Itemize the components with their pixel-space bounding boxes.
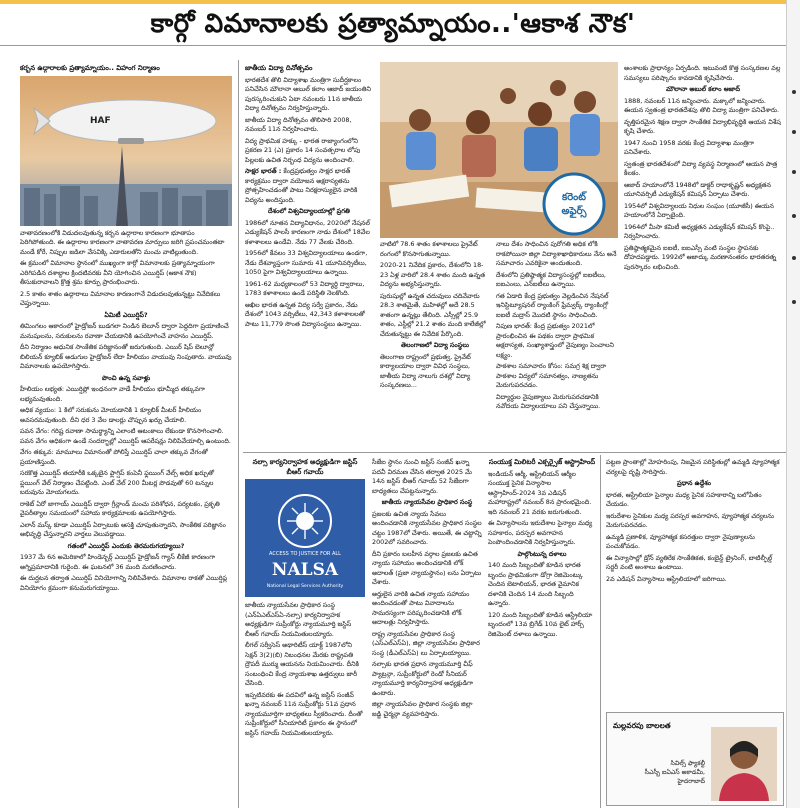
left-paragraph-8: పవన వేగం: గరిష్ట రవాణా సామర్థ్యాన్ని ఎలాంటి ఆటంకాలు లేకుండా కొనసాగించాలి. పవన వేగం అధికంగా ఉండే సందర్భాల్లో ఎయిర్షిప్ ఆపరేషన్లు నిలిపివేయాల్సి ఉంటుంది. (20, 427, 231, 445)
education-day-article (245, 64, 373, 450)
colc-paragraph-4: నిపుణ భారత్: కేంద్ర ప్రభుత్వం 2021లో ప్రారంభించిన ఈ పథకం ద్వారా ప్రాథమిక అక్షరాస్యత, సంఖ్యాశాస్త్రంలో నైపుణ్యం పెంచాలని లక్ష్యం. (496, 322, 614, 359)
azad-article (624, 64, 782, 450)
left-paragraph-2: ఈ క్రమంలో విమానాల స్థానంలో ముఖ్యంగా కార్గో విమానాలకు ప్రత్యామ్నాయంగా ఎరిగిపడిన దశాబ్దాల క్రిందటివరకు వీని యోగించిన ఎయిర్షిప్ (ఆకాశ నౌక) తీసుకురావాలని క్రొత్త శ్రమ కూర్పు ప్రారంభించారు. (20, 259, 215, 286)
badge-line-2: అఫైర్స్ (561, 206, 587, 217)
exercise-paragraph-1: ఇండియన్ ఆర్మీ, ఆస్ట్రేలియన్ ఆర్మీల సంయుక్త సైనిక విన్యాసాల ఆస్ట్రాహింద్-2024 3వ ఎడిషన్ మహారాష్ట్రలో నవంబర్ 8న ప్రారంభమైంది. ఇది నవంబర్ 21 వరకు జరుగుతుంది. (488, 469, 592, 516)
nalsa2-paragraph-1: సీజేఐ స్థానం నుంచి జస్టిస్ సంజీవ్ ఖన్నా పదవీ విరమణ చేసిన తర్వాత 2025 మే 14న జస్టిస్ బీఆర్ గవాయ్ 52 సీజేఐగా బాధ్యతలు చేపట్టనున్నారు. (372, 458, 472, 495)
exercise-paragraph-4: 120 మంది సిబ్బందితో కూడిన ఆస్ట్రేలియా బృందంలో 13వ బ్రిగేడ్ 10వ లైట్ హార్స్ రెజిమెంట్ దళాలు ఉన్నాయి. (488, 610, 593, 638)
author-name: మల్లవరపు బాలలత (613, 721, 671, 730)
adjacent-column-strip (786, 0, 800, 808)
austrahind-continued (606, 458, 782, 708)
saakshar-heading: సాక్షర భారత్ : (245, 167, 282, 175)
exercise-heading: సంయుక్త మిలిటరీ ఎక్సర్సైజ్ ఆస్ట్రాహింద్ (488, 458, 596, 466)
left-paragraph-13: 1937 మే 6న అమెరికాలో హిండెన్బర్గ్ ఎయిర్షిప్ హైడ్రోజన్ గ్యాస్ లీకేజీ కారణంగా అగ్నిప్రమాదానికి గురైంది. ఈ ఘటనలో 36 మంది మరణించారు. (20, 553, 216, 571)
azad-item-5: ఆజాద్ హయాంలోనే 1948లో డాక్టర్ రాధాకృష్ణన్ అధ్యక్షతన యూనివర్సిటీ ఎడ్యుకేషన్ కమిషన్ ఏర్పాటు చేశారు. (624, 180, 771, 198)
current-affairs-badge (544, 174, 604, 234)
stats-continued: వాటిలో 78.6 శాతం కళాశాలలు ప్రైవేట్ రంగంలో కొనసాగుతున్నాయి. (380, 240, 478, 258)
author-details (613, 759, 705, 786)
telangana-box-text: తెలంగాణ రాష్ట్రంలో ప్రభుత్వ, ప్రైవేట్ కార్యాలయాల ద్వారా వివిధ సంస్థలు, జాతీయ విద్యా నాలుగు దశల్లో విద్యా సంస్కరణలు... (380, 352, 471, 389)
telangana-box-heading: తెలంగాణలో విద్యా సంస్థలు (400, 341, 469, 349)
azad-intro: అంశాలకు ప్రాధాన్యం ఏర్పడింది. ఇటువంటి కొత్త సంస్కరణల వల్ల సమస్యలు పరిష్కారం కావడానికి కృషిచేసారు. (624, 64, 781, 82)
left-paragraph-14: ఈ దుర్ఘటన తర్వాత ఎయిర్షిప్ వినియోగాన్ని నిలిపివేశారు. విమానాల రాకతో ఎయిర్షిప్ల వినియోగం క్రమంగా కనుమరుగయ్యాయి. (20, 574, 228, 592)
left-subheading-3: గతంలో ఎయిర్షిప్ ఎందుకు తెరమరుగయ్యాయి? (67, 541, 185, 550)
nalsa2-item-3: అర్హులైన వారికి ఉచిత న్యాయ సహాయం అందించడంతో పాటు వివాదాలను సామరస్యంగా పరిష్కరించడానికి లోక్ అదాలత్లు నిర్వహిస్తారు. (372, 589, 470, 626)
education-heading: జాతీయ విద్యా దినోత్సవం (245, 64, 313, 72)
education-item-3: విద్య ప్రాథమిక హక్కు - భారత రాజ్యాంగంలోని ప్రకరణ 21 (ఎ) ప్రకారం 14 సంవత్సరాల లోపు పిల్లలకు ఉచిత నిర్బంధ విద్యను అందించాలి. (245, 136, 361, 164)
author-org: సీఎస్బీ ఐఏఎస్ అకాడమీ, (644, 769, 705, 776)
left-paragraph-12: ఎలాన్ మస్క్ కూడా ఎయిర్షిప్ ఏర్పాటుకు ఆసక్తి చూపుతున్నారని, సాంకేతిక పరిజ్ఞానం అభివృద్ధి చేస్తున్నారని వార్తలు వెలువడ్డాయి. (20, 520, 226, 538)
saakshar-text: కేంద్రప్రభుత్వం సాక్షర భారత్ కార్యక్రమం ద్వారా వయోజన అక్షరాస్యతను ప్రోత్సహించడంతో పాటు నిరక్షరాస్యులైన వారికి విద్యను అందిస్తుంది. (245, 167, 358, 204)
left-paragraph-3: 2.5 కాతం శాతం ఉద్గారాలు విమానాల కారణంగానే విడుదలవుతున్నట్టు నివేదికలు చెప్తున్నాయి. (20, 289, 221, 307)
left-column-article (20, 64, 232, 804)
left-paragraph-6: హీలియం లభ్యత: ఎయిర్షిప్లో ఇంధనంగా వాడే హీలియం భూమ్మీద తక్కువగా లభ్యమవుతుంది. (20, 385, 205, 403)
education-item-2: జాతీయ విద్యా దినోత్సవం తొలిసారి 2008, నవంబర్ 11న నిర్వహించారు. (245, 115, 352, 133)
stat2-item-2: పురుషుల్లో ఉన్నత చదువులు చదివేవారు 28.3 శాతమైతే, మహిళల్లో అదే 28.5 శాతంగా ఉన్నట్లు తేలింది. ఎస్సీల్లో 25.9 శాతం, ఎస్టీల్లో 21.2 శాతం మంది కాలేజీల్లో చేరుతున్నట్టు ఈ నివేదిక పేర్కొంది. (380, 291, 486, 338)
nalsa-logo (245, 479, 365, 597)
nalsa2-subheading: జాతీయ న్యాయసేవల ప్రాధికార సంస్థ (381, 498, 473, 506)
airship-photo (20, 76, 232, 226)
exercise-subheading: పాల్గొంటున్న దళాలు (517, 549, 567, 558)
austrahind-article (488, 458, 596, 804)
exercise-paragraph-3: 140 మంది సిబ్బందితో కూడిన భారత బృందం ప్రాథమికంగా డోగ్రా రెజిమెంట్కు చెందిన బెటాలియన్, భారత వైమానిక దళానికి చెందిన 14 మంది సిబ్బంది ఉన్నారు. (488, 561, 583, 607)
left-paragraph-5: దీని నిర్మాణం ఆధునిక సాంకేతిక పరిజ్ఞానంతో జరుగుతుంది. ఎయిర్ షిప్ బెలూన్లో బిలియన్ క్యూబిక్ అడుగుల హైడ్రోజన్ లేదా హీలియం వాయువు నింపుతారు. వాయువు విమానాలకు ఉపయోగిస్తారు. (20, 343, 232, 370)
page-title: కార్గో విమానాలకు ప్రత్యామ్నాయం..'ఆకాశ నౌక' (150, 9, 636, 39)
colc-paragraph-5: పాఠశాల సమాచారం కోసం: సమగ్ర శిక్ష ద్వారా పాఠశాల విద్యలో సమానత్వం, నాణ్యతను మెరుగుపరచడం. (496, 362, 607, 389)
azad-item-3: 1947 నుంచి 1958 వరకు కేంద్ర విద్యాశాఖ మంత్రిగా పనిచేశారు. (624, 138, 754, 156)
col-e-paragraph-1: పట్టణ ప్రాంతాల్లో మోహరింపు, నిజమైన పరిస్థితుల్లో ఉమ్మడి వ్యూహాత్మక చర్యలపై దృష్టి సారిస్తారు. (606, 458, 780, 476)
nalsa-heading: నల్సా కార్యనిర్వాహక అధ్యక్షుడిగా జస్టిస్ బీఆర్ గవాయ్ (252, 458, 358, 476)
stat-item-3: 1961-62 మధ్యకాలంలో 53 విద్యార్థి ద్వారాలు, 1783 కళాశాలలు ఉండే పరిస్థితి నెలకొంది. (245, 279, 365, 297)
left-subheading-1: ఏమిటీ ఎయిర్షిప్? (104, 310, 148, 319)
nalsa2-item-6: జిల్లా న్యాయసేవల ప్రాధికార సంస్థకు జిల్లా జడ్జి చైర్మన్గా వ్యవహరిస్తారు. (372, 700, 473, 718)
col-e-subheading: ప్రధాన ఉద్దేశం (676, 479, 712, 487)
institutions-column (496, 240, 618, 450)
azad-item-1: 1888, నవంబర్ 11న జన్మించారు. మక్కాలో జన్మించారు. ఈయన స్వతంత్ర భారతదేశపు తొలి విద్యా మంత్రిగా పనిచేశారు. (624, 96, 780, 114)
column-divider-right (600, 455, 601, 808)
col-e-item-1: భారత, ఆస్ట్రేలియా సైన్యాల మధ్య సైనిక సహకారాన్ని బలోపేతం చేయడం. (606, 490, 762, 508)
author-box (606, 712, 784, 806)
logo-subtitle: National Legal Services Authority (266, 584, 344, 589)
nalsa2-item-4: రాష్ట్ర న్యాయసేవల ప్రాధికార సంస్థ (ఎస్ఎల్ఎస్ఏ), జిల్లా న్యాయసేవల ప్రాధికార సంస్థ (డీఎల్ఎస్ఏ) లు ఏర్పాటయ్యాయి. (372, 629, 480, 657)
azad-heading: మౌలానా అబుల్ కలాం ఆజాద్ (665, 85, 741, 93)
universities-stats-continued (380, 240, 490, 450)
azad-item-2: వృత్తిపరమైన శిక్షణ ద్వారా సాంకేతిక విద్యాభివృద్ధికి ఆయన విశేష కృషి చేశారు. (624, 117, 781, 135)
azad-item-4: స్వతంత్ర భారతదేశంలో విద్యా వ్యవస్థ నిర్మాణంలో ఆయన పాత్ర కీలకం. (624, 159, 778, 177)
col-e-item-5: 2వ ఎడిషన్ విన్యాసాలు ఆస్ట్రేలియాలో జరిగాయి. (606, 574, 727, 583)
azad-item-8: ప్రతిష్ఠాత్మకమైన ఐఐటీ, ఐఐఎస్సీ వంటి సంస్థల స్థాపనకు దోహదపడ్డారు. 1992లో ఆజాద్కు మరణానంతరం భారతరత్న పురస్కారం లభించింది. (624, 243, 777, 271)
universities-box-heading: దేశంలో విశ్వవిద్యాలయాల్లో ప్రగతి (268, 207, 350, 215)
left-paragraph-4: తిమింగలం ఆకారంలో హైడ్రోజన్ బుడగలా నిండిన బెలూన్ ద్వారా పెద్దదిగా ప్రయాణించే మనుషులను, సరుకులను రవాణా చేయడానికి ఉపయోగించే వాహనం ఎయిర్షిప్. (20, 322, 229, 340)
left-paragraph-7: అధిక వ్యయం: 1 కిలో సరుకును మోయడానికి 1 క్యూబిక్ మీటర్ హీలియం అవసరమవుతుంది. దీని ధర 3 వేల డాలర్లు చొప్పున ఖర్చు చేయాలి. (20, 406, 202, 424)
stat-item-2: 1956లో కేవలం 33 విశ్వవిద్యాలయాలు ఉండగా, నేడు దేశవ్యాప్తంగా సుమారు 41 యూనివర్సిటీలు, 1050 పైగా విశ్వవిద్యాలయాలు ఉన్నాయి. (245, 249, 368, 276)
airship-tail-label: HAF (90, 115, 111, 126)
column-divider-left (238, 60, 239, 808)
left-paragraph-9: వేగం తక్కువ: మామూలు విమానంతో పోలిస్తే ఎయిర్షిప్ చాలా తక్కువ వేగంతో ప్రయాణిస్తుంది. (20, 448, 208, 466)
colc-paragraph-2: దేశంలోని ప్రతిష్ఠాత్మక విద్యాసంస్థల్లో ఐఐటీలు, ఐఐఎంలు, ఎన్ఐటీలు ఉన్నాయి. (496, 270, 606, 288)
colc-paragraph-3: గత ఏడాది కేంద్ర ప్రభుత్వం వెల్లడించిన నేషనల్ ఇనిస్టిట్యూషనల్ ర్యాంకింగ్ ఫ్రేమ్వర్క్ ర్యాంకింగ్లో ఐఐటీ మద్రాస్ మొదటి స్థానం సాధించింది. (496, 291, 609, 319)
nalsa2-item-2: దీని ప్రకారం బలహీన వర్గాల ప్రజలకు ఉచిత న్యాయ సహాయం అందించడానికి లోక్ అదాలత్ (ప్రజా న్యాయస్థానం) లను ఏర్పాటు చేశారు. (372, 549, 482, 586)
logo-ring-text: ACCESS TO JUSTICE FOR ALL (269, 551, 341, 557)
author-title: సివిల్స్ ఫ్యాకల్టీ (670, 760, 705, 767)
stat-item-1: 1986లో నూతన విద్యావిధానం, 2020లో నేషనల్ ఎడ్యుకేషన్ పాలసీ కారణంగా నాడు దేశంలో 18వేల కళాశాలలు ఉండేవి. నేడు 77 వేలకు చేరింది. (245, 218, 370, 246)
col-e-item-3: ఉమ్మడి ప్రణాళిక, వ్యూహాత్మక కసరత్తుల ద్వారా నైపుణ్యాలను పంచుకోవడం. (606, 532, 755, 550)
nalsa2-item-1: ప్రజలకు ఉచిత న్యాయ సేవలు అందించడానికి న్యాయసేవల ప్రాధికార సంస్థల చట్టం 1987లో చేశారు. అయితే, ఈ చట్టాన్ని 2002లో సవరించారు. (372, 509, 482, 546)
nalsa-article (245, 458, 365, 804)
colc-paragraph-1: నాలు దేశం సాధించిన పురోగతి అధిక లోకి రాకపోయినా జిల్లా విద్యాశాఖాధికారులు నేను అనే సమాచారం ఎవరికైనా అందుతుంది. (496, 240, 617, 267)
classroom-photo (380, 62, 618, 238)
nalsa-paragraph-3: ఇప్పటివరకు ఈ పదవిలో ఉన్న జస్టిస్ సంజీవ్ ఖన్నా నవంబర్ 11న సుప్రీంకోర్టు 51వ ప్రధాన న్యాయమూర్తిగా బాధ్యతలు స్వీకరించారు. దీంతో సుప్రీంకోర్టులో సీనియారిటీ ప్రకారం ఈ స్థానంలో జస్టిస్ గవాయ్ నియమితులయ్యారు. (245, 690, 363, 737)
author-photo (711, 727, 777, 801)
left-heading: కర్బన ఉద్గారాలకు ప్రత్యామ్నాయం.. విహంగ నిర్మాణం (20, 64, 160, 72)
stat-item-4: అఖిల భారత ఉన్నత విద్య సర్వే ప్రకారం, నేడు దేశంలో 1043 వర్సిటీలు, 42,343 కళాశాలలతో పాటు 11,779 సొంత విద్యాసంస్థలు ఉన్నాయి. (245, 300, 365, 328)
left-paragraph-1: వాతావరణంలోకి విడుదలవుతున్న కర్బన ఉద్గారాల కారణంగా భూతాపం పెరిగిపోతుంది. ఈ ఉద్గారాల కారణంగా వాతావరణ మార్పులు జరిగి ప్రపంచమంతటా మండే కోరే, నిప్పుల జడిలా వేసవిక్కి ఎడారులతోని మంచు వాటిల్లుతుంది. (20, 228, 225, 256)
nalsa-paragraph-1: జాతీయ న్యాయసేవల ప్రాధికార సంస్థ (ఎన్ఏఎల్ఎస్ఏ-నల్సా) కార్యనిర్వాహక అధ్యక్షుడిగా సుప్రీంకోర్టు న్యాయమూర్తి జస్టిస్ బీఆర్ గవాయ్ నియమితులయ్యారు. (245, 601, 352, 638)
section-divider-middle (243, 452, 786, 453)
education-item-1: భారతదేశ తొలి విద్యాశాఖ మంత్రిగా సుదీర్ఘకాలం పనిచేసిన మౌలానా అబుల్ కలాం ఆజాద్ జయంతిని పురస్కరించుకుని ఏటా నవంబరు 11న జాతీయ విద్యా దినోత్సవం నిర్వహిస్తున్నారు. (245, 75, 372, 112)
azad-item-6: 1954లో విశ్వవిద్యాలయ నిధుల సంఘం (యూజీసీ) ఈయన హయాంలోనే ఏర్పాటైంది. (624, 201, 774, 219)
left-subheading-2: పొంచి ఉన్న సవాళ్లు (101, 373, 151, 382)
left-paragraph-10: సరకొత్త ఎయిర్షిప్ తయారీకి ఒక్కటైన ఫ్లాగ్షిప్ కంపెనీ ఫ్లయింగ్ వేల్స్ అధిక ఖర్చుతో ఫ్లయింగ్ వేల్ నిర్మాణం చేపట్టింది. ఎంట్ వేల్ 200 మీటర్ల పొడవుతో 60 టన్నుల బరువును మోయగలదు. (20, 469, 214, 496)
badge-line-1: కరెంట్ (562, 192, 586, 203)
logo-word: NALSA (271, 560, 339, 580)
nalsa-paragraph-2: లీగల్ సర్వీసెస్ అథారిటీస్ యాక్ట్ 1987లోని సెక్షన్ 3(2)(బి) నిబంధనల మేరకు రాష్ట్రపతి ద్రౌపదీ ముర్ము ఆయనను నియమించారు. దీనికి సంబంధించి కేంద్ర న్యాయశాఖ ఉత్తర్వులు జారీ చేసింది. (245, 641, 359, 687)
nalsa-continued (372, 458, 482, 804)
nalsa2-item-5: నల్సాకు భారత ప్రధాన న్యాయమూర్తి చీఫ్ ప్యాట్రన్గా, సుప్రీంకోర్టులో రెండో సీనియర్ న్యాయమూర్తి కార్యనిర్వాహక అధ్యక్షుడిగా ఉంటారు. (372, 660, 473, 697)
col-e-item-2: ఇరుదేశాల సైనికుల మధ్య పరస్పర అవగాహన, వ్యూహాత్మక చర్యలను మెరుగుపరచడం. (606, 511, 775, 529)
col-e-item-4: ఈ విన్యాసాల్లో డ్రోన్ వ్యతిరేక సాంకేతికత, కంబైన్డ్ ట్రైనింగ్, బాటిల్ఫీల్డ్ సర్జరీ వంటి అంశాలు ఉంటాయి. (606, 553, 773, 571)
author-city: హైదరాబాద్ (677, 778, 705, 785)
stat2-item-1: 2020-21 నివేదిక ప్రకారం, దేశంలోని 18-23 ఏళ్ల వారిలో 28.4 శాతం మంది ఉన్నత విద్యను అభ్యసిస్తున్నారు. (380, 261, 486, 288)
exercise-paragraph-2: ఈ విన్యాసాలను ఇరుదేశాల సైన్యాల మధ్య సహకారం, పరస్పర అవగాహన పెంపొందించడానికి నిర్వహిస్తున్నారు. (488, 519, 593, 546)
left-paragraph-11: రాకెట్ ఏరో జాగాయ్ ఎయిర్షిప్ ద్వారా గ్రీన్లాండ్ మంచు పరిశోధన, పర్యటకం, ప్రకృతి వైపరీత్యాల సమయంలో సహాయ కార్యక్రమాలకు ఉపయోగిస్తారు. (20, 499, 220, 517)
azad-item-7: 1964లో మీసా కమిటీ అధ్యక్షతన ఎడ్యుకేషన్ కమిషన్ కొంపై.. నిర్వహించారు. (624, 222, 775, 240)
title-divider (0, 45, 786, 46)
colc-paragraph-6: విద్యార్థుల నైపుణ్యాలు మెరుగుపరచడానికి నవోదయ విద్యాలయాలు పని చేస్తున్నాయి. (496, 392, 601, 410)
